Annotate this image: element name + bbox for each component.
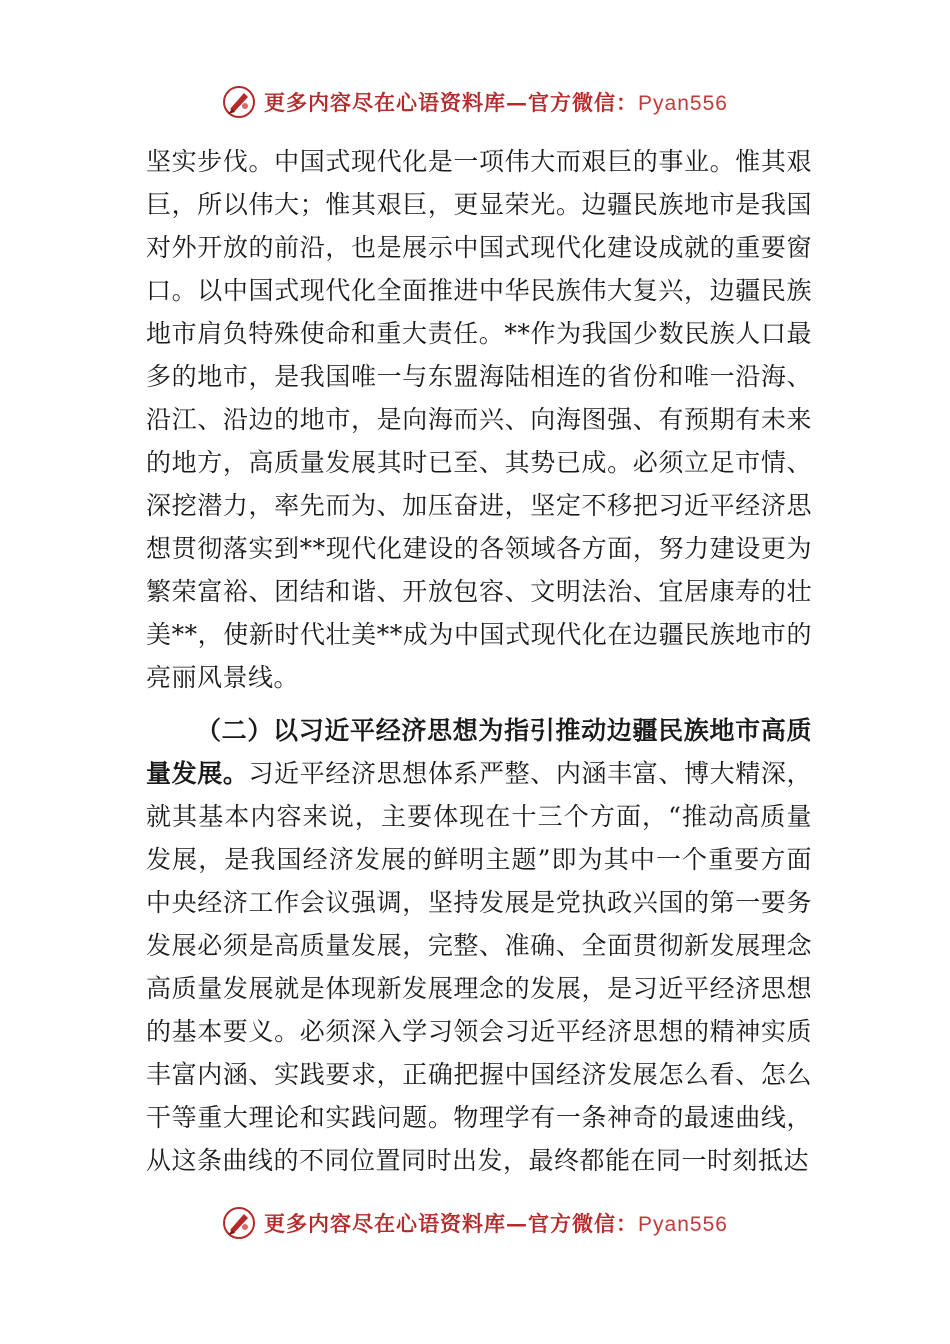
header-watermark-banner: [0, 82, 950, 122]
wechat-id: Pyan556: [638, 92, 728, 115]
wechat-id: Pyan556: [638, 1213, 728, 1236]
document-body: [146, 140, 812, 1182]
paragraph-1-text: 坚实步伐。中国式现代化是一项伟大而艰巨的事业。惟其艰巨，所以伟大；惟其艰巨，更显荣光。边疆民族地市是我国对外开放的前沿，也是展示中国式现代化建设成就的重要窗口。以中国式现代化全面推进中华民族伟大复兴，边疆民族地市肩负特殊使命和重大责任。**作为我国少数民族人口最多的地市，是我国唯一与东盟海陆相连的省份和唯一沿海、沿江、沿边的地市，是向海而兴、向海图强、有预期有未来的地方，高质量发展其时已至、其势已成。必须立足市情、深挖潜力，率先而为、加压奋进，坚定不移把习近平经济思想贯彻落实到**现代化建设的各领域各方面，努力建设更为繁荣富裕、团结和谐、开放包容、文明法治、宜居康寿的壮美**，使新时代壮美**成为中国式现代化在边疆民族地市的亮丽风景线。: [146, 147, 812, 692]
section-heading: （二）以习近平经济思想为指引推动边疆民族地市高质量发展。: [146, 716, 812, 788]
pen-logo-icon: [222, 1206, 256, 1240]
banner-text: 更多内容尽在心语资料库—官方微信：Pyan556: [264, 90, 728, 115]
paragraph-1: [146, 140, 812, 699]
banner-text: 更多内容尽在心语资料库—官方微信：Pyan556: [264, 1211, 728, 1236]
paragraph-2-text: 习近平经济思想体系严整、内涵丰富、博大精深，就其基本内容来说，主要体现在十三个方面，“推动高质量发展，是我国经济发展的鲜明主题”即为其中一个重要方面中央经济工作会议强调，坚持发展是党执政兴国的第一要务发展必须是高质量发展，完整、准确、全面贯彻新发展理念高质量发展就是体现新发展理念的发展，是习近平经济思想的基本要义。必须深入学习领会习近平经济思想的精神实质丰富内涵、实践要求，正确把握中国经济发展怎么看、怎么干等重大理论和实践问题。物理学有一条神奇的最速曲线，从这条曲线的不同位置同时出发，最终都能在同一时刻抵达: [146, 759, 812, 1175]
paragraph-2: [146, 709, 812, 1182]
pen-logo-icon: [222, 85, 256, 119]
footer-watermark-banner: [0, 1203, 950, 1243]
